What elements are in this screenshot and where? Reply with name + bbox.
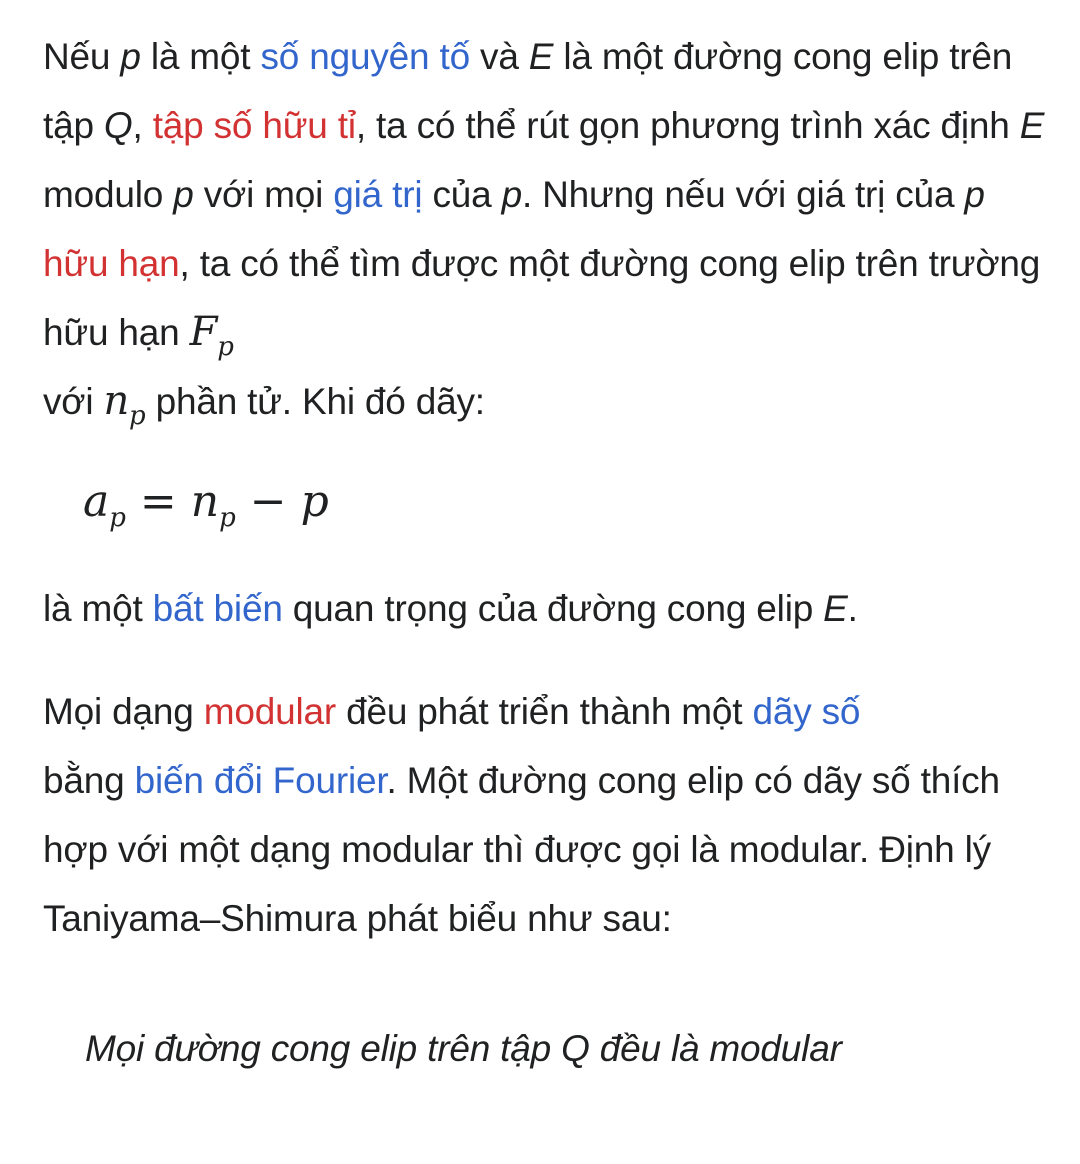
link-rational-numbers[interactable]: tập số hữu tỉ [152, 105, 356, 146]
paragraph-modular [43, 677, 1053, 953]
math-fp [189, 309, 234, 362]
math-operator: − [249, 476, 287, 527]
variable-e: E [823, 588, 848, 629]
paragraph-elliptic-reduction [43, 22, 1053, 436]
text: Nếu [43, 36, 121, 77]
formula-ap-equals-np-minus-p [83, 472, 329, 532]
math-subscript: p [109, 503, 126, 533]
text: . Nhưng nếu với giá trị của [521, 174, 965, 215]
link-finite[interactable]: hữu hạn [43, 243, 180, 284]
text: phần tử. Khi đó dãy: [145, 381, 485, 422]
text: là một [140, 36, 261, 77]
theorem-statement: Mọi đường cong elip trên tập Q đều là modular [85, 1028, 842, 1069]
text: . [847, 588, 858, 629]
link-fourier-transform[interactable]: biến đổi Fourier [134, 760, 387, 801]
math-symbol: n [190, 476, 220, 527]
text: là một [43, 588, 153, 629]
link-invariant[interactable]: bất biến [152, 588, 283, 629]
text: đều phát triển thành một [335, 691, 753, 732]
text: của [422, 174, 502, 215]
variable-p: p [120, 36, 141, 77]
math-np [103, 378, 146, 431]
variable-p: p [964, 174, 985, 215]
math-symbol: n [103, 378, 130, 424]
math-subscript: p [217, 332, 234, 362]
math-symbol: a [83, 476, 110, 527]
text: là một đường cong elip trên tập [43, 36, 1013, 146]
text: Mọi dạng [43, 691, 204, 732]
link-sequence[interactable]: dãy số [752, 691, 861, 732]
paragraph-invariant [43, 574, 1053, 643]
variable-p: p [173, 174, 194, 215]
text: quan trọng của đường cong elip [282, 588, 824, 629]
math-subscript: p [219, 503, 236, 533]
text: bằng [43, 760, 135, 801]
variable-e: E [1019, 105, 1045, 146]
text: với mọi [193, 174, 334, 215]
math-symbol: F [189, 309, 218, 355]
link-modular-form[interactable]: modular [203, 691, 336, 732]
variable-p: p [501, 174, 522, 215]
display-formula [43, 436, 1053, 574]
text: modulo [43, 174, 174, 215]
link-value[interactable]: giá trị [333, 174, 423, 215]
text: , ta có thể tìm được một đường cong elip trên trường hữu hạn [43, 243, 1041, 353]
text: với [43, 381, 104, 422]
math-subscript: p [129, 401, 146, 431]
variable-q: Q [103, 105, 133, 146]
article-body [43, 22, 1053, 1079]
variable-e: E [528, 36, 554, 77]
link-prime-number[interactable]: số nguyên tố [260, 36, 470, 77]
math-operator: = [139, 476, 177, 527]
text: và [469, 36, 529, 77]
math-symbol: p [300, 476, 329, 527]
text: , ta có thể rút gọn phương trình xác định [355, 105, 1020, 146]
text: . Một đường cong elip có dãy số thích hợp với một dạng modular thì được gọi là modular. Định lý Taniyama–Shimura phát biểu như sau: [43, 760, 1000, 939]
text: , [132, 105, 153, 146]
